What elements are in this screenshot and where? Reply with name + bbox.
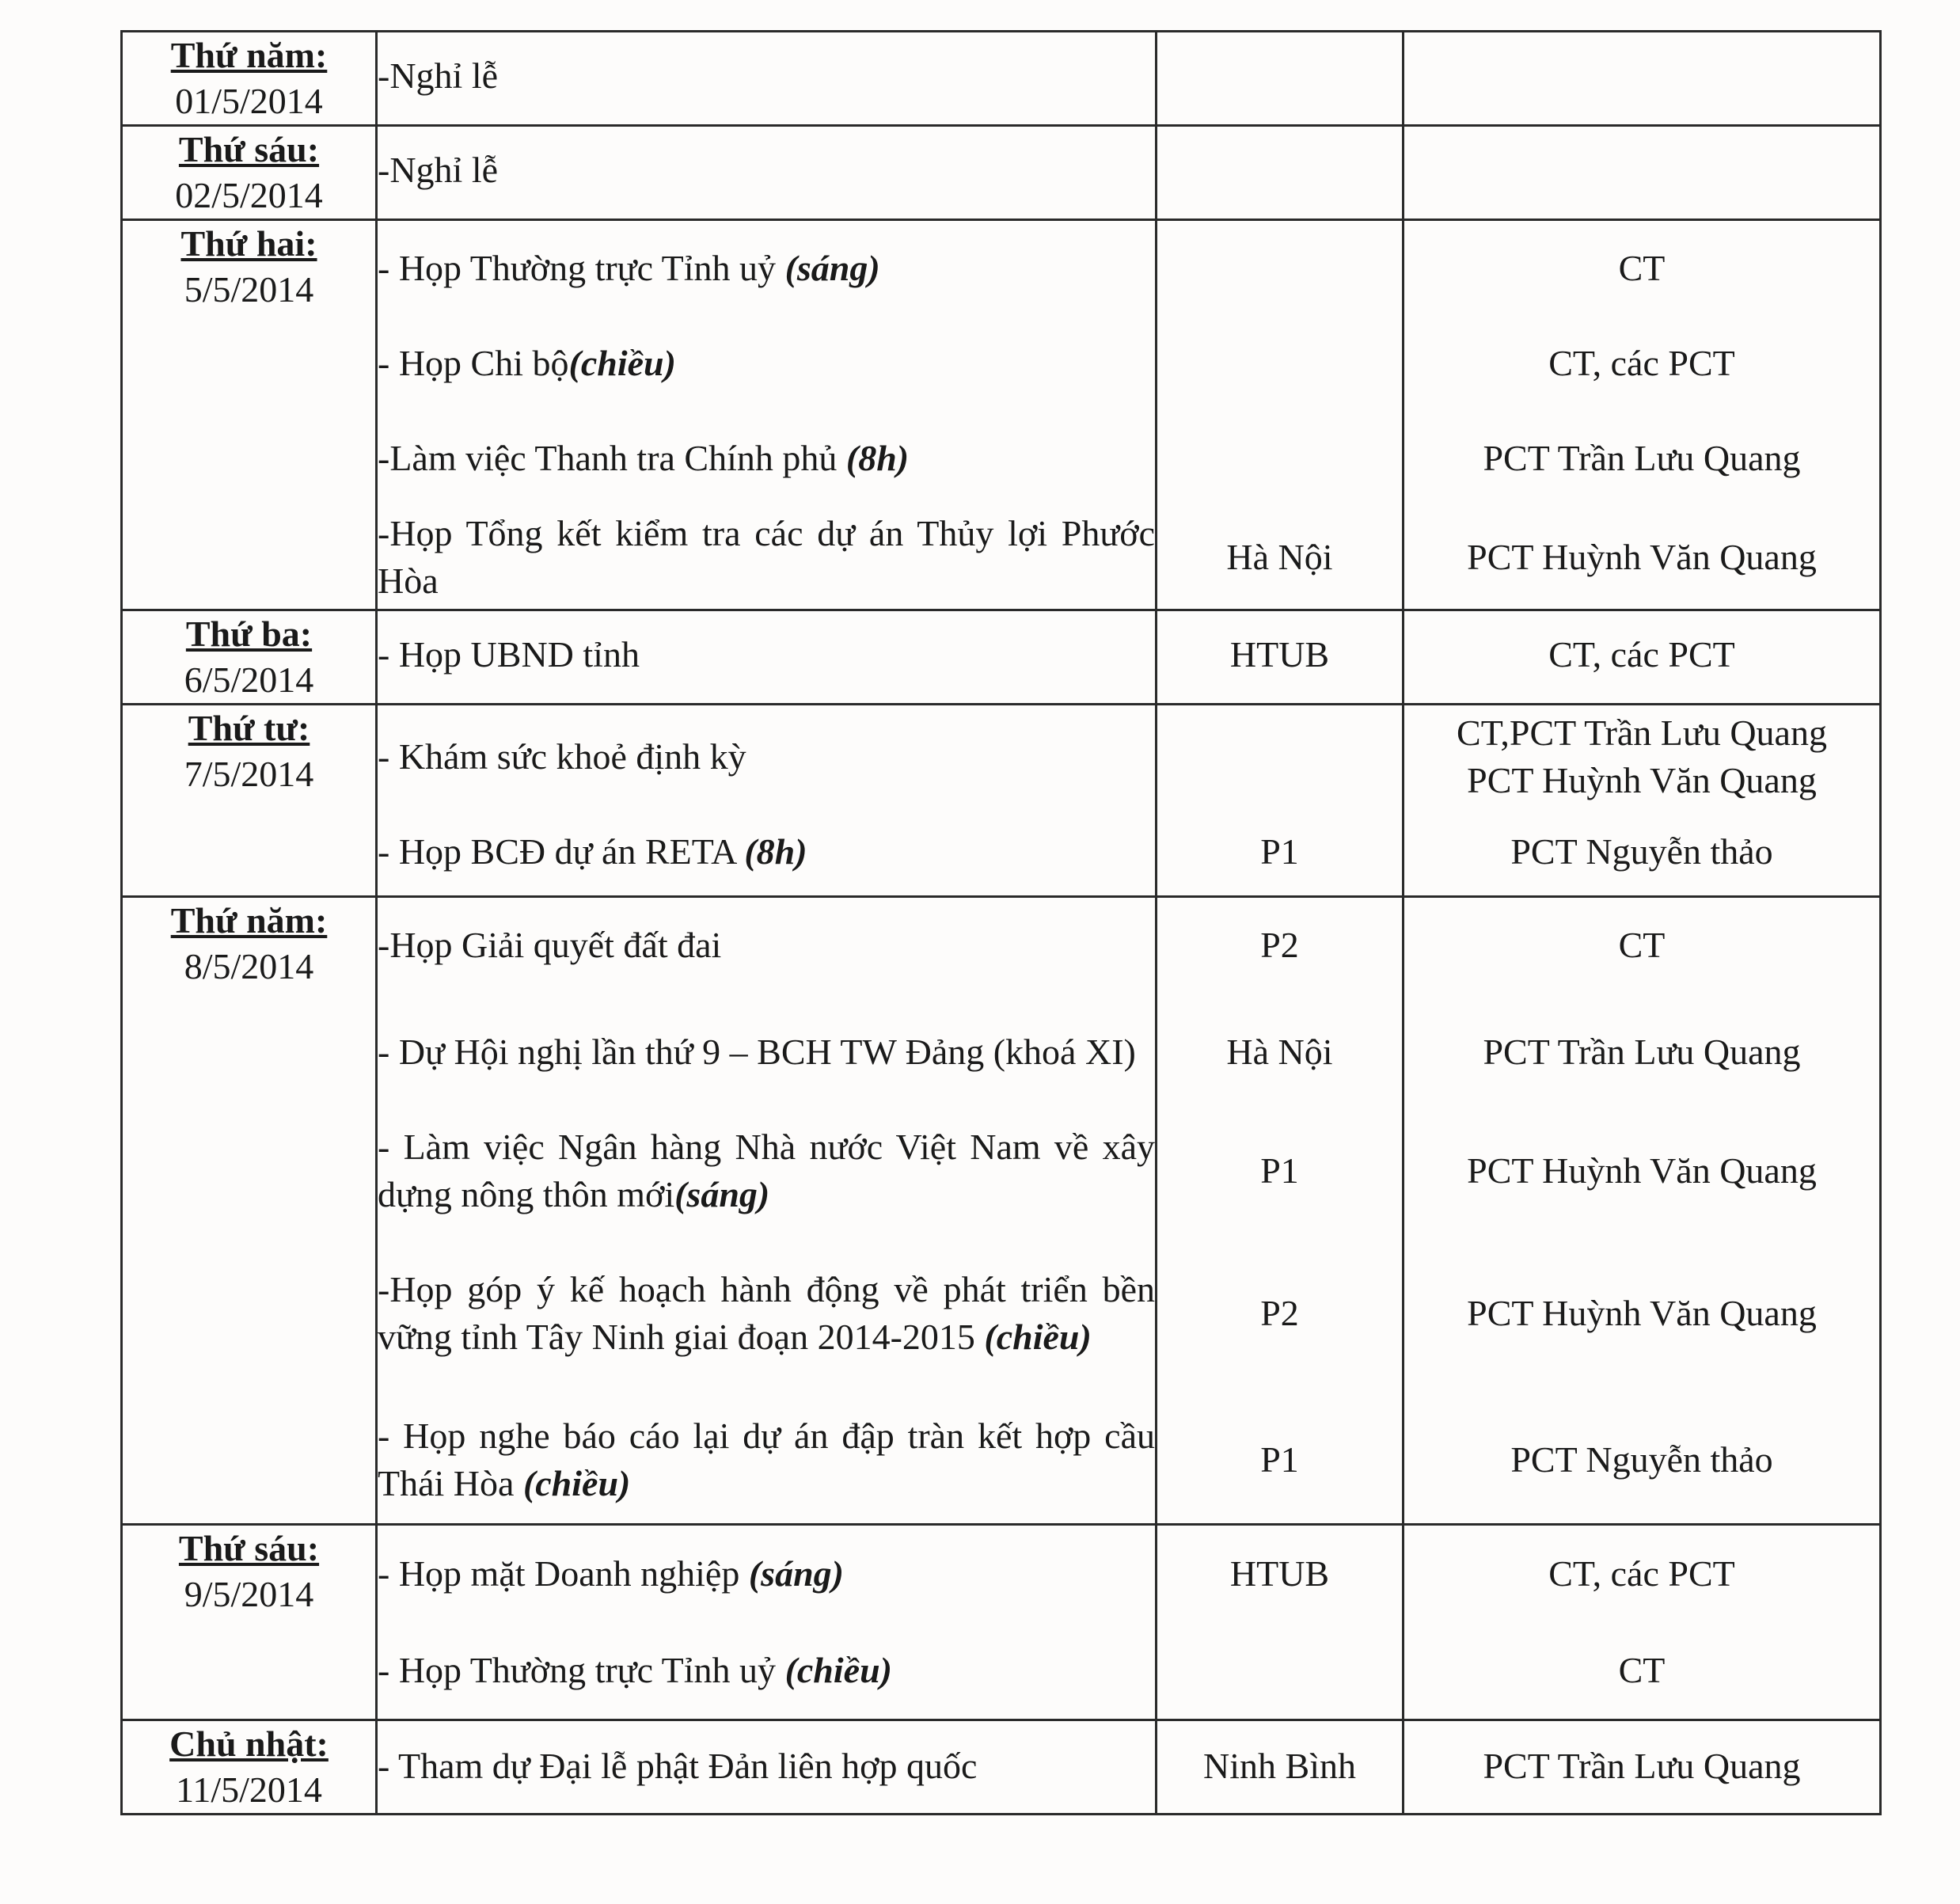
- activity-cell: [377, 705, 1157, 897]
- activity-item: [378, 1230, 1155, 1397]
- activity-time-note: (sáng): [674, 1174, 770, 1214]
- attendee-text: PCT Huỳnh Văn Quang: [1467, 537, 1817, 577]
- weekday-label: Thứ tư:: [188, 708, 310, 748]
- attendee-cell: [1404, 1525, 1881, 1720]
- activity-cell: [377, 1720, 1157, 1815]
- activity-item: [378, 1721, 1155, 1811]
- attendee-text: CT, các PCT: [1548, 1553, 1735, 1594]
- location-text: HTUB: [1229, 634, 1330, 675]
- date-label: 9/5/2014: [184, 1574, 314, 1614]
- activity-item: [378, 1112, 1155, 1230]
- location-text: Ninh Bình: [1203, 1746, 1356, 1786]
- day-cell: [122, 610, 377, 705]
- activity-time-note: (chiều): [568, 343, 676, 383]
- attendee-item: [1404, 32, 1879, 120]
- attendee-text: PCT Huỳnh Văn Quang: [1467, 1293, 1817, 1333]
- activity-item: [378, 221, 1155, 316]
- schedule-row: [122, 705, 1881, 897]
- attendee-item: [1404, 506, 1879, 609]
- activity-time-note: (chiều): [984, 1317, 1092, 1357]
- location-item: [1157, 1622, 1402, 1719]
- activity-cell: [377, 610, 1157, 705]
- date-label: 11/5/2014: [176, 1769, 322, 1810]
- weekly-schedule-table: [120, 30, 1882, 1815]
- location-item: [1157, 316, 1402, 411]
- location-text: P2: [1260, 925, 1299, 965]
- schedule-row: [122, 126, 1881, 220]
- activity-cell: [377, 897, 1157, 1525]
- attendee-item: [1404, 611, 1879, 698]
- location-item: [1157, 898, 1402, 993]
- location-text: P1: [1260, 831, 1299, 872]
- activity-time-note: (sáng): [748, 1553, 844, 1594]
- location-cell: [1157, 610, 1404, 705]
- activity-text: -Nghỉ lễ: [378, 150, 499, 190]
- attendee-item: [1404, 1526, 1879, 1622]
- location-item: [1157, 1721, 1402, 1811]
- activity-text: - Họp BCĐ dự án RETA: [378, 831, 745, 872]
- activity-item: [378, 705, 1155, 808]
- weekday-label: Thứ hai:: [180, 223, 317, 264]
- location-cell: [1157, 1720, 1404, 1815]
- day-cell: [122, 220, 377, 610]
- schedule-row: [122, 1720, 1881, 1815]
- location-item: [1157, 221, 1402, 316]
- activity-item: [378, 127, 1155, 214]
- activity-cell: [377, 1525, 1157, 1720]
- activity-text: - Họp Chi bộ: [378, 343, 569, 383]
- activity-time-note: (8h): [845, 438, 910, 478]
- activity-item: [378, 1622, 1155, 1719]
- date-label: 02/5/2014: [175, 175, 323, 215]
- day-cell: [122, 897, 377, 1525]
- schedule-row: [122, 220, 1881, 610]
- location-item: [1157, 1397, 1402, 1523]
- activity-text: -Làm việc Thanh tra Chính phủ: [378, 438, 846, 478]
- activity-item: [378, 1397, 1155, 1523]
- schedule-row: [122, 32, 1881, 126]
- location-text: P1: [1260, 1439, 1299, 1480]
- location-item: [1157, 411, 1402, 506]
- location-item: [1157, 808, 1402, 895]
- attendee-text: PCT Huỳnh Văn Quang: [1467, 1150, 1817, 1191]
- location-item: [1157, 993, 1402, 1112]
- date-label: 5/5/2014: [184, 269, 314, 310]
- attendee-text: CT: [1618, 1650, 1666, 1690]
- location-item: [1157, 1230, 1402, 1397]
- activity-item: [378, 808, 1155, 895]
- activity-time-note: (sáng): [784, 248, 880, 288]
- weekday-label: Thứ sáu:: [178, 1528, 320, 1568]
- day-cell: [122, 126, 377, 220]
- weekday-label: Thứ năm:: [170, 900, 328, 941]
- activity-cell: [377, 32, 1157, 126]
- attendee-cell: [1404, 705, 1881, 897]
- attendee-item: [1404, 1112, 1879, 1230]
- day-cell: [122, 32, 377, 126]
- location-item: [1157, 127, 1402, 214]
- activity-time-note: (chiều): [784, 1650, 892, 1690]
- attendee-item: [1404, 411, 1879, 506]
- location-cell: [1157, 1525, 1404, 1720]
- weekday-label: Thứ ba:: [185, 614, 313, 654]
- weekday-label: Thứ sáu:: [178, 129, 320, 169]
- schedule-row: [122, 897, 1881, 1525]
- activity-item: [378, 898, 1155, 993]
- location-text: P1: [1260, 1150, 1299, 1191]
- attendee-text: PCT Nguyễn thảo: [1510, 1439, 1773, 1480]
- attendee-text-second: PCT Huỳnh Văn Quang: [1467, 760, 1817, 800]
- schedule-row: [122, 610, 1881, 705]
- location-cell: [1157, 705, 1404, 897]
- activity-item: [378, 1526, 1155, 1622]
- location-item: [1157, 506, 1402, 609]
- attendee-item: [1404, 1721, 1879, 1811]
- attendee-item: [1404, 221, 1879, 316]
- activity-text: -Họp Giải quyết đất đai: [378, 925, 722, 965]
- schedule-row: [122, 1525, 1881, 1720]
- attendee-cell: [1404, 897, 1881, 1525]
- attendee-text: PCT Trần Lưu Quang: [1483, 1032, 1801, 1072]
- activity-text: -Họp góp ý kế hoạch hành động về phát triển bền vững tỉnh Tây Ninh giai đoạn 2014-2015: [378, 1269, 1155, 1357]
- location-text: P2: [1260, 1293, 1299, 1333]
- activity-text: - Khám sức khoẻ định kỳ: [378, 736, 746, 777]
- activity-item: [378, 993, 1155, 1112]
- attendee-cell: [1404, 220, 1881, 610]
- activity-time-note: (8h): [744, 831, 807, 872]
- day-cell: [122, 1720, 377, 1815]
- attendee-text: PCT Trần Lưu Quang: [1483, 1746, 1801, 1786]
- attendee-cell: [1404, 32, 1881, 126]
- location-cell: [1157, 32, 1404, 126]
- date-label: 7/5/2014: [184, 754, 314, 794]
- attendee-item: [1404, 1622, 1879, 1719]
- attendee-cell: [1404, 610, 1881, 705]
- activity-time-note: (chiều): [522, 1463, 631, 1503]
- location-text: HTUB: [1229, 1553, 1330, 1594]
- activity-item: [378, 411, 1155, 506]
- date-label: 6/5/2014: [184, 659, 314, 700]
- activity-text: - Họp nghe báo cáo lại dự án đập tràn kết hợp cầu Thái Hòa: [378, 1416, 1155, 1503]
- location-text: Hà Nội: [1226, 1032, 1333, 1072]
- location-item: [1157, 611, 1402, 698]
- attendee-text: CT,PCT Trần Lưu Quang: [1457, 713, 1827, 753]
- location-cell: [1157, 897, 1404, 1525]
- attendee-item: [1404, 316, 1879, 411]
- weekday-label: Thứ năm:: [170, 35, 328, 75]
- attendee-cell: [1404, 126, 1881, 220]
- activity-text: - Họp Thường trực Tỉnh uỷ: [378, 248, 785, 288]
- activity-text: -Nghỉ lễ: [378, 55, 499, 96]
- activity-text: - Họp Thường trực Tỉnh uỷ: [378, 1650, 785, 1690]
- day-cell: [122, 1525, 377, 1720]
- attendee-text: CT: [1618, 925, 1666, 965]
- attendee-item: [1404, 1397, 1879, 1523]
- activity-cell: [377, 126, 1157, 220]
- weekday-label: Chủ nhật:: [169, 1723, 329, 1764]
- activity-text: - Tham dự Đại lễ phật Đản liên hợp quốc: [378, 1746, 978, 1786]
- attendee-item: [1404, 898, 1879, 993]
- attendee-text: PCT Trần Lưu Quang: [1483, 438, 1801, 478]
- activity-item: [378, 506, 1155, 609]
- attendee-item: [1404, 1230, 1879, 1397]
- activity-text: - Dự Hội nghị lần thứ 9 – BCH TW Đảng (khoá XI): [378, 1032, 1136, 1072]
- location-cell: [1157, 126, 1404, 220]
- activity-item: [378, 316, 1155, 411]
- date-label: 8/5/2014: [184, 946, 314, 986]
- attendee-text: CT, các PCT: [1548, 634, 1735, 675]
- activity-text: - Họp UBND tỉnh: [378, 634, 640, 675]
- activity-text: -Họp Tổng kết kiểm tra các dự án Thủy lợi Phước Hòa: [378, 513, 1155, 601]
- attendee-cell: [1404, 1720, 1881, 1815]
- location-item: [1157, 705, 1402, 808]
- attendee-item: [1404, 808, 1879, 895]
- attendee-text: PCT Nguyễn thảo: [1510, 831, 1773, 872]
- location-cell: [1157, 220, 1404, 610]
- location-item: [1157, 32, 1402, 120]
- activity-text: - Làm việc Ngân hàng Nhà nước Việt Nam về xây dựng nông thôn mới: [378, 1127, 1155, 1214]
- date-label: 01/5/2014: [175, 81, 323, 121]
- day-cell: [122, 705, 377, 897]
- attendee-item: [1404, 993, 1879, 1112]
- activity-text: - Họp mặt Doanh nghiệp: [378, 1553, 749, 1594]
- attendee-item: [1404, 127, 1879, 214]
- location-item: [1157, 1112, 1402, 1230]
- attendee-item: [1404, 705, 1879, 808]
- location-text: Hà Nội: [1226, 537, 1333, 577]
- activity-item: [378, 611, 1155, 698]
- location-item: [1157, 1526, 1402, 1622]
- attendee-text: CT: [1618, 248, 1666, 288]
- schedule-body: [122, 32, 1881, 1815]
- activity-cell: [377, 220, 1157, 610]
- attendee-text: CT, các PCT: [1548, 343, 1735, 383]
- activity-item: [378, 32, 1155, 120]
